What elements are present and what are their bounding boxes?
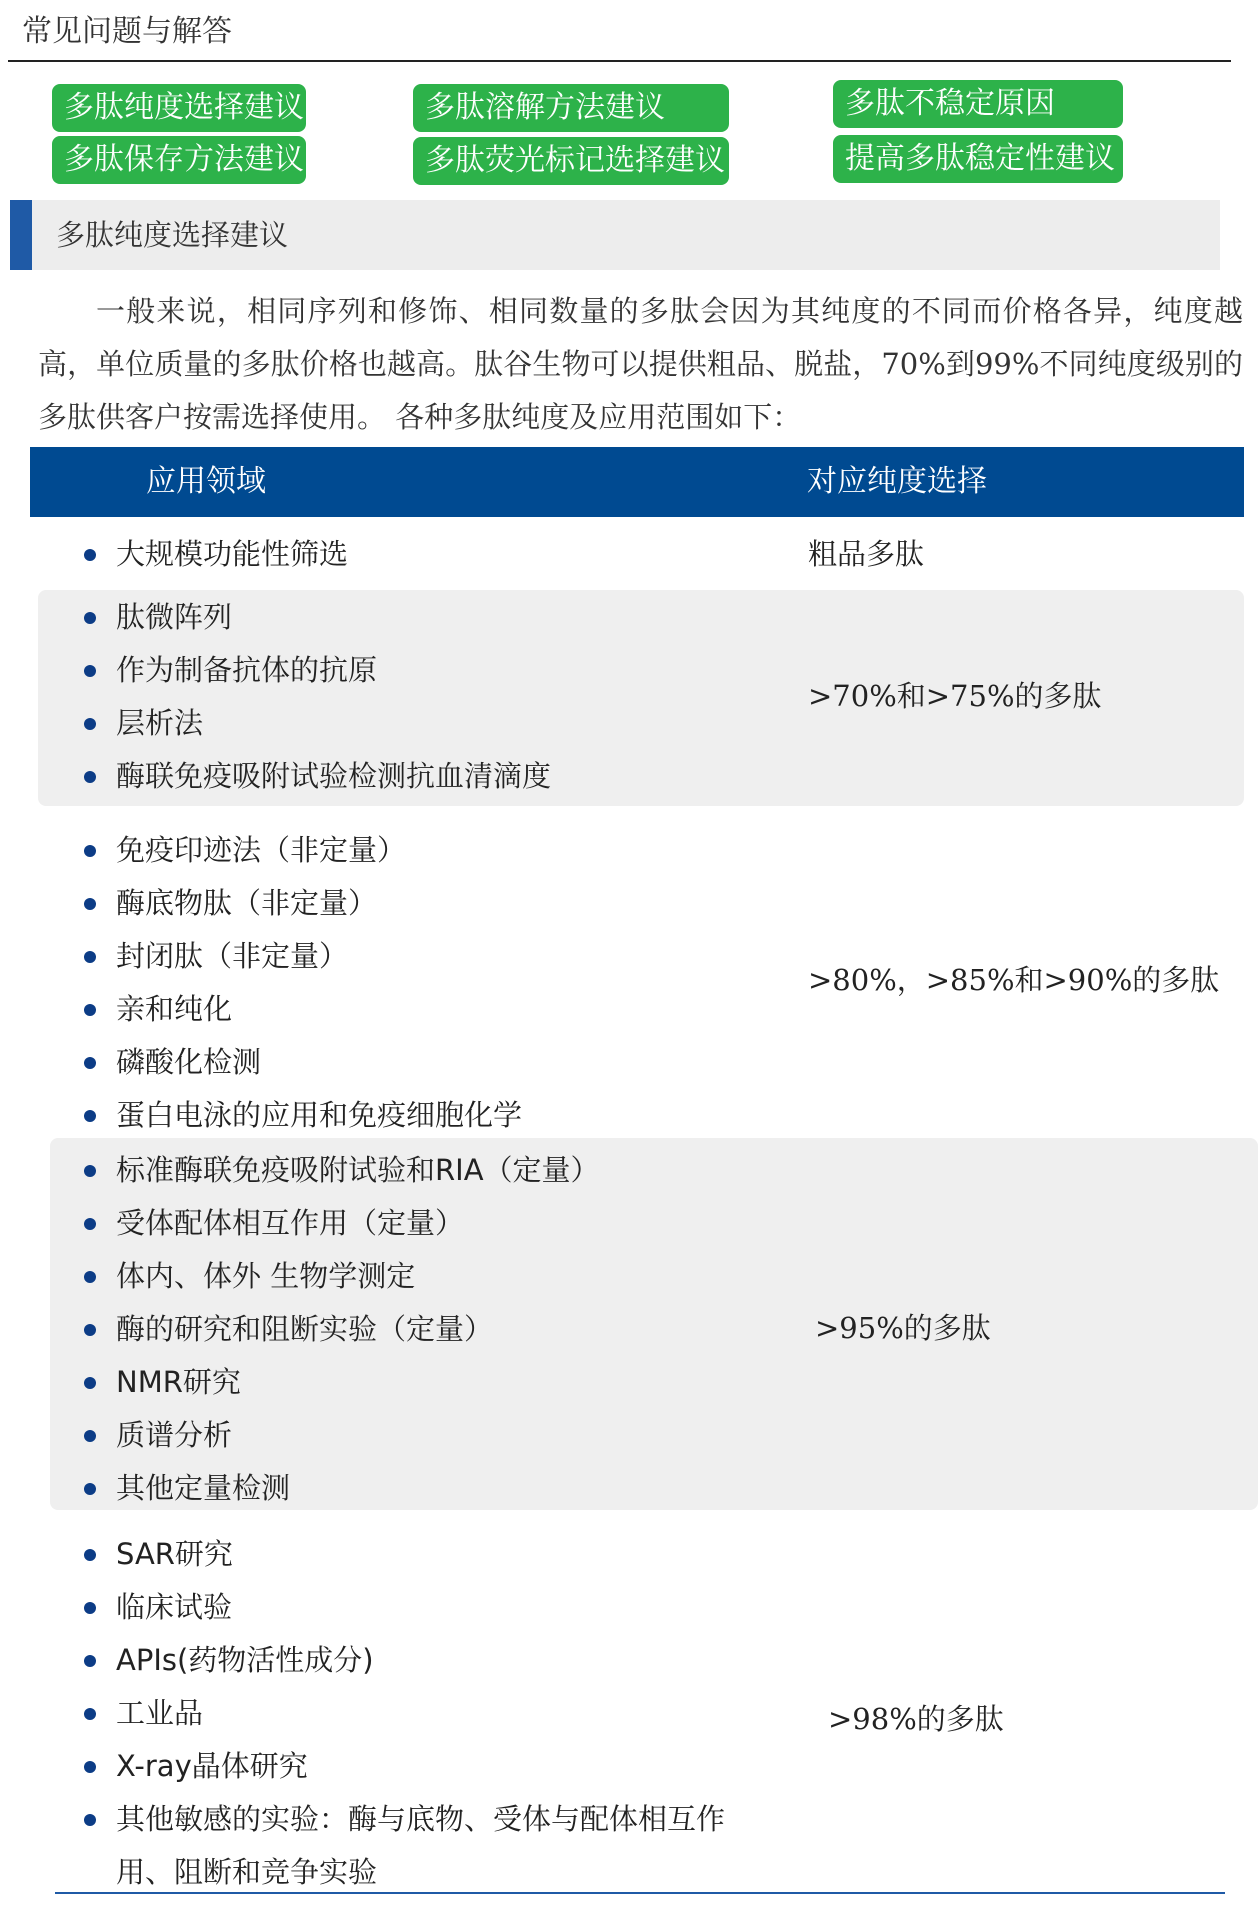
list-item: 磷酸化检测 [38, 1036, 522, 1089]
intro-paragraph: 一般来说，相同序列和修饰、相同数量的多肽会因为其纯度的不同而价格各异，纯度越高，单位质量的多肽价格也越高。肽谷生物可以提供粗品、脱盐，70%到99%不同纯度级别的多肽供客户按需选择使用。 各种多肽纯度及应用范围如下： [38, 294, 1243, 434]
list-item: 酶底物肽（非定量） [38, 877, 522, 930]
list-item-continuation: 用、阻断和竞争实验 [116, 1855, 378, 1889]
purity-value: >95%的多肽 [815, 1311, 991, 1345]
list-item: 其他敏感的实验：酶与底物、受体与配体相互作 [38, 1793, 725, 1846]
nav-button-storage[interactable]: 多肽保存方法建议 [52, 136, 306, 184]
application-list [38, 591, 551, 803]
list-item: 体内、体外 生物学测定 [38, 1250, 600, 1303]
table-header [30, 447, 1244, 517]
list-item: 质谱分析 [38, 1409, 600, 1462]
list-item: 其他定量检测 [38, 1462, 600, 1515]
purity-value: 粗品多肽 [808, 537, 925, 571]
application-list [38, 528, 348, 581]
nav-button-purity[interactable]: 多肽纯度选择建议 [52, 84, 306, 132]
title-divider [8, 60, 1231, 62]
list-item: SAR研究 [38, 1528, 725, 1581]
table-row [38, 590, 1244, 806]
application-list [38, 824, 522, 1142]
list-item: X-ray晶体研究 [38, 1740, 725, 1793]
list-item: 层析法 [38, 697, 551, 750]
list-item: 作为制备抗体的抗原 [38, 644, 551, 697]
nav-button-stability[interactable]: 提高多肽稳定性建议 [833, 135, 1123, 183]
list-item: 工业品 [38, 1687, 725, 1740]
column-header-purity: 对应纯度选择 [807, 464, 987, 499]
list-item: 标准酶联免疫吸附试验和RIA（定量） [38, 1144, 600, 1197]
nav-button-fluorescent-label[interactable]: 多肽荧光标记选择建议 [413, 137, 729, 185]
list-item: 亲和纯化 [38, 983, 522, 1036]
table-row [38, 1528, 1244, 1900]
page-title: 常见问题与解答 [22, 14, 232, 49]
list-item: 大规模功能性筛选 [38, 528, 348, 581]
nav-button-instability[interactable]: 多肽不稳定原因 [833, 80, 1123, 128]
section-header [10, 200, 1220, 270]
list-item: 免疫印迹法（非定量） [38, 824, 522, 877]
section-accent-bar [10, 200, 32, 270]
application-list [38, 1144, 600, 1515]
list-item: 蛋白电泳的应用和免疫细胞化学 [38, 1089, 522, 1142]
table-row [38, 824, 1244, 1142]
nav-button-dissolution[interactable]: 多肽溶解方法建议 [413, 84, 729, 132]
section-title: 多肽纯度选择建议 [56, 218, 289, 252]
list-item: NMR研究 [38, 1356, 600, 1409]
column-header-application: 应用领域 [146, 464, 266, 499]
purity-value: >80%，>85%和>90%的多肽 [808, 963, 1220, 997]
list-item: 肽微阵列 [38, 591, 551, 644]
list-item: APIs(药物活性成分) [38, 1634, 725, 1687]
application-list [38, 1528, 725, 1899]
list-item: 酶的研究和阻断实验（定量） [38, 1303, 600, 1356]
bottom-divider [55, 1892, 1225, 1894]
purity-value: >70%和>75%的多肽 [808, 679, 1102, 713]
list-item: 临床试验 [38, 1581, 725, 1634]
list-item: 受体配体相互作用（定量） [38, 1197, 600, 1250]
list-item: 封闭肽（非定量） [38, 930, 522, 983]
table-row [50, 1138, 1258, 1510]
table-row [38, 528, 1238, 581]
list-item: 酶联免疫吸附试验检测抗血清滴度 [38, 750, 551, 803]
purity-value: >98%的多肽 [828, 1702, 1004, 1736]
